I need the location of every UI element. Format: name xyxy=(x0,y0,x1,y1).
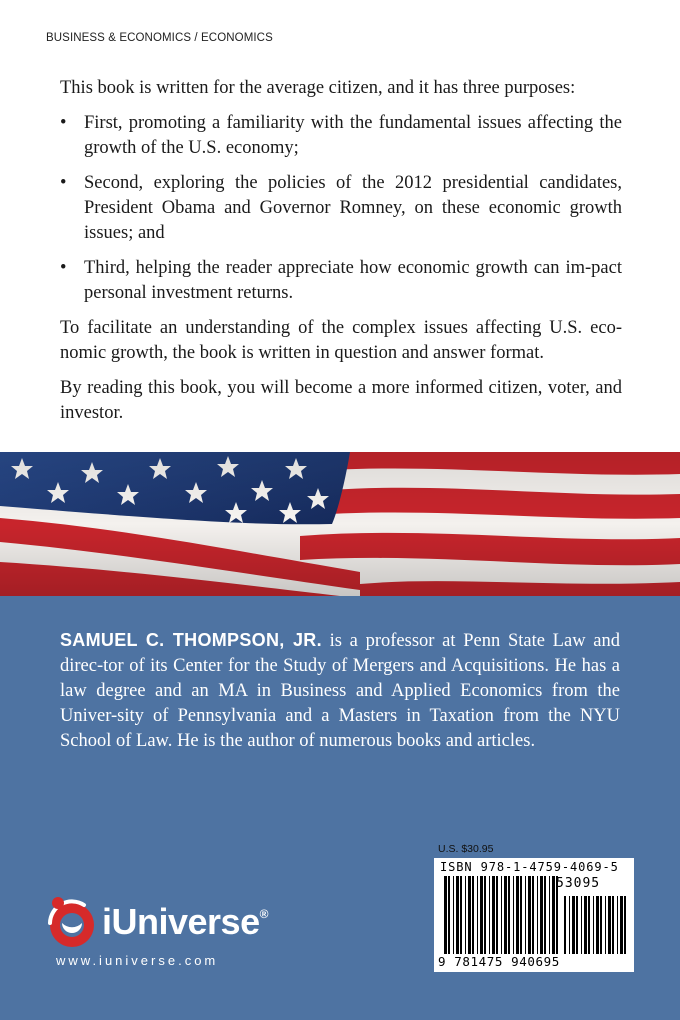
bullet-icon: • xyxy=(60,258,67,278)
blurb-section xyxy=(0,0,680,452)
list-item xyxy=(60,171,622,246)
barcode-bar xyxy=(501,876,502,954)
barcode-bar xyxy=(620,896,623,954)
barcode-bar xyxy=(569,896,570,954)
barcode-bar xyxy=(516,876,519,954)
barcode-bar xyxy=(444,876,447,954)
author-bio xyxy=(60,628,620,754)
barcode-bar xyxy=(612,896,614,954)
barcode-bar xyxy=(593,896,594,954)
barcode-bar xyxy=(596,896,599,954)
author-bio-text: is a professor at Penn State Law and direc-tor of its Center for the Study of Mergers and Acquisitions. He has a law degree and an MA in Business and Applied Economics from the Univer-sity of Pennsylvania and a Masters in Taxation from the NYU School of Law. He is the author of numerous books and articles. xyxy=(60,631,620,751)
isbn-label: ISBN 978-1-4759-4069-5 xyxy=(440,860,619,874)
barcode-bar xyxy=(584,896,587,954)
barcode-bar xyxy=(552,876,555,954)
barcode-bar xyxy=(600,896,602,954)
barcode-bar xyxy=(492,876,495,954)
author-name: SAMUEL C. THOMPSON, JR. xyxy=(60,630,322,650)
purpose-text: Third, helping the reader appreciate how economic growth can im-pact personal investment returns. xyxy=(84,258,622,303)
barcode-bar xyxy=(489,876,490,954)
american-flag-image xyxy=(0,452,680,596)
intro-paragraph: This book is written for the average citizen, and it has three purposes: xyxy=(60,78,576,98)
purposes-list xyxy=(60,111,622,306)
closing-paragraph: By reading this book, you will become a more informed citizen, voter, and investor. xyxy=(60,378,622,423)
ean-digits: 9 781475 940695 xyxy=(438,954,560,969)
price-label: U.S. $30.95 xyxy=(438,843,494,855)
barcode-bar xyxy=(537,876,538,954)
barcode-bar xyxy=(576,896,578,954)
list-item xyxy=(60,256,622,306)
publisher-name: iUniverse® xyxy=(102,901,268,942)
barcode-bar xyxy=(544,876,546,954)
category-label: BUSINESS & ECONOMICS / ECONOMICS xyxy=(46,32,273,44)
barcode-bar xyxy=(564,896,566,954)
barcode-bar xyxy=(532,876,534,954)
format-paragraph: To facilitate an understanding of the complex issues affecting U.S. eco-nomic growth, the book is written in question and answer format. xyxy=(60,318,622,363)
addon-code: 53095 xyxy=(556,876,601,891)
barcode-bar xyxy=(460,876,462,954)
publisher-url: www.iuniverse.com xyxy=(56,953,219,968)
barcode-bar xyxy=(472,876,474,954)
barcode-bar xyxy=(540,876,543,954)
book-description xyxy=(60,76,622,436)
barcode-bar xyxy=(456,876,459,954)
addon-barcode-bars xyxy=(564,896,626,954)
list-item xyxy=(60,111,622,161)
barcode-bar xyxy=(504,876,507,954)
barcode-bar xyxy=(528,876,531,954)
barcode-bar xyxy=(513,876,514,954)
ean-barcode-bars xyxy=(444,876,560,954)
bullet-icon: • xyxy=(60,113,67,133)
barcode-bar xyxy=(477,876,478,954)
trademark-symbol: ® xyxy=(259,907,268,921)
barcode-bar xyxy=(468,876,471,954)
purpose-text: Second, exploring the policies of the 2012 presidential candidates, President Obama and Governor Romney, on these economic growth issues; and xyxy=(84,173,622,243)
barcode-bar xyxy=(496,876,498,954)
barcode-bar xyxy=(480,876,483,954)
publisher-logo xyxy=(44,893,284,953)
barcode-bar xyxy=(465,876,466,954)
barcode-bar xyxy=(453,876,454,954)
barcode-bar xyxy=(508,876,510,954)
barcode-bar xyxy=(520,876,522,954)
barcode-bar xyxy=(617,896,618,954)
barcode-bar xyxy=(581,896,582,954)
barcode-bar xyxy=(525,876,526,954)
purpose-text: First, promoting a familiarity with the fundamental issues affecting the growth of the U.S. economy; xyxy=(84,113,622,158)
barcode-bar xyxy=(608,896,611,954)
barcode-bar xyxy=(448,876,450,954)
barcode-bar xyxy=(572,896,575,954)
isbn-barcode xyxy=(434,858,634,972)
bullet-icon: • xyxy=(60,173,67,193)
iuniverse-swirl-icon xyxy=(44,893,100,949)
barcode-bar xyxy=(624,896,626,954)
barcode-bar xyxy=(605,896,606,954)
barcode-bar xyxy=(484,876,486,954)
barcode-bar xyxy=(549,876,550,954)
author-section xyxy=(0,596,680,1020)
barcode-bar xyxy=(588,896,590,954)
